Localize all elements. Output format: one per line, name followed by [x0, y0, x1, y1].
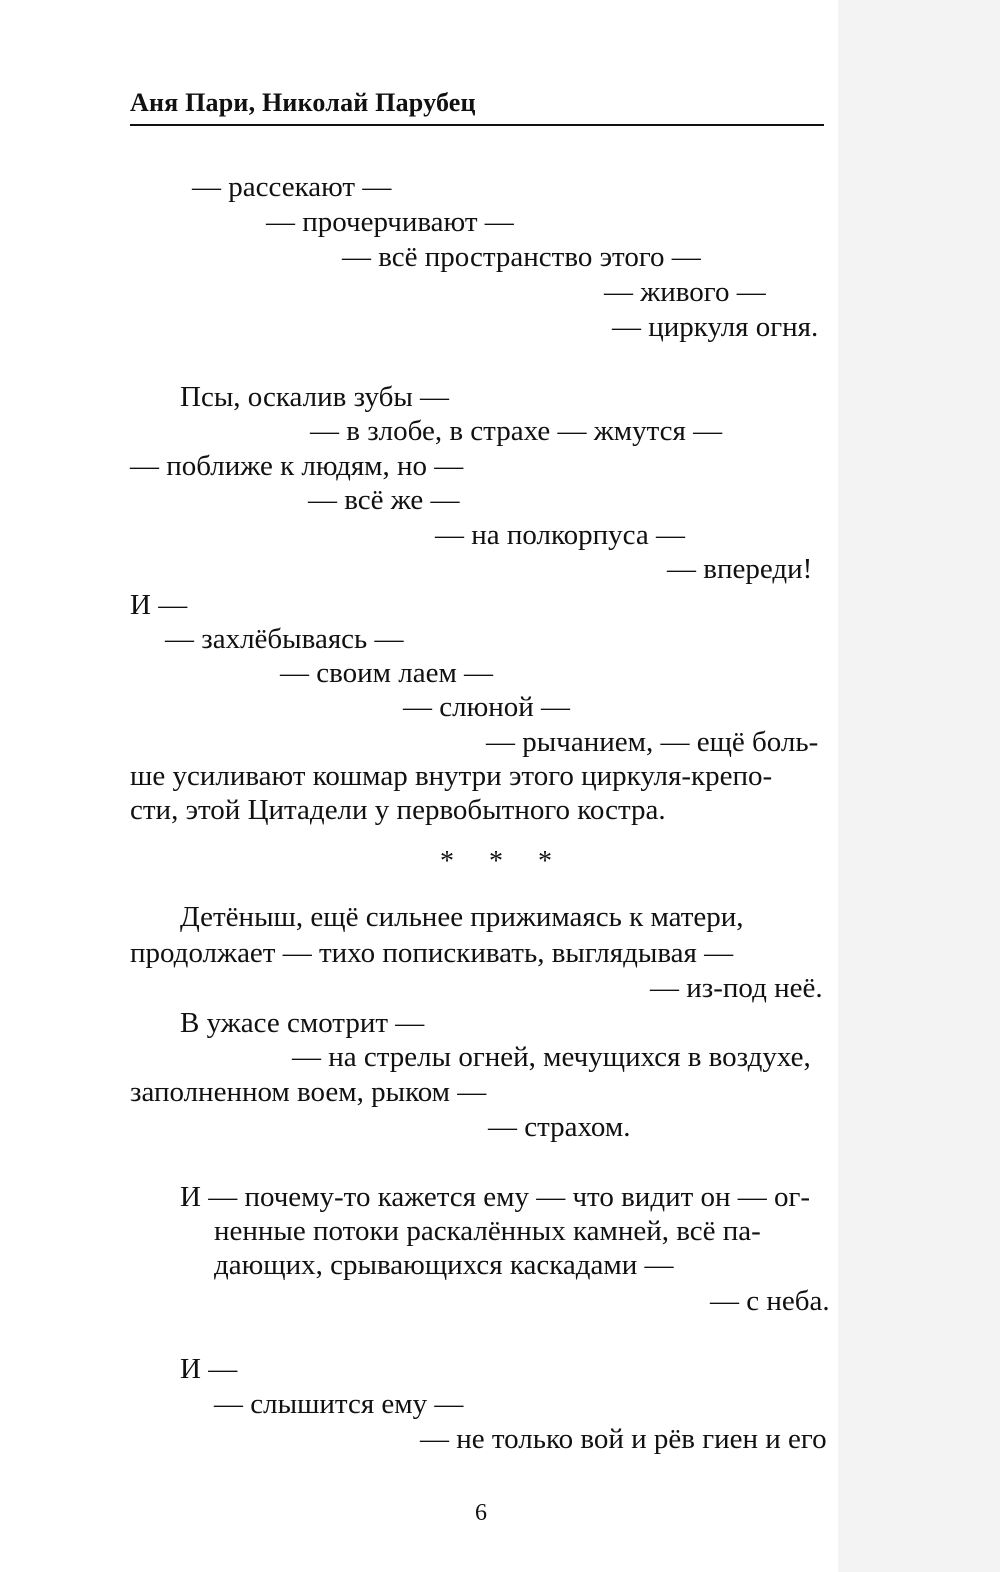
- text-line: ше усиливают кошмар внутри этого циркуля-крепо-: [130, 760, 773, 792]
- running-header: Аня Пари, Николай Парубец: [130, 88, 476, 117]
- text-line: дающих, срывающихся каскадами —: [214, 1249, 674, 1281]
- text-line: В ужасе смотрит —: [180, 1007, 425, 1039]
- section-separator: * * *: [440, 846, 566, 877]
- text-line: — циркуля огня.: [612, 311, 819, 343]
- text-line: — своим лаем —: [280, 657, 494, 689]
- text-line: — не только вой и рёв гиен и его: [420, 1423, 827, 1455]
- text-line: — из-под неё.: [650, 972, 823, 1004]
- text-line: ненные потоки раскалённых камней, всё па-: [214, 1215, 761, 1247]
- text-line: — всё пространство этого —: [342, 241, 701, 273]
- header-rule: [130, 124, 824, 126]
- text-line: Детёныш, ещё сильнее прижимаясь к матери,: [180, 901, 744, 933]
- text-line: И — почему-то кажется ему — что видит он — ог-: [180, 1181, 811, 1213]
- text-line: — захлёбываясь —: [165, 623, 404, 655]
- text-line: — с неба.: [710, 1285, 830, 1317]
- text-line: — слюной —: [403, 691, 571, 723]
- text-line: — на стрелы огней, мечущихся в воздухе,: [292, 1041, 811, 1073]
- page-gutter: [838, 0, 1000, 1572]
- text-line: — рычанием, — ещё боль-: [486, 726, 819, 758]
- text-line: заполненном воем, рыком —: [130, 1076, 487, 1108]
- text-line: продолжает — тихо попискивать, выглядывая —: [130, 937, 734, 969]
- text-line: — живого —: [604, 276, 766, 308]
- text-line: сти, этой Цитадели у первобытного костра.: [130, 794, 666, 826]
- text-line: — страхом.: [488, 1111, 631, 1143]
- text-line: — прочерчивают —: [266, 206, 514, 238]
- page-number: 6: [475, 1500, 487, 1526]
- text-line: — поближе к людям, но —: [130, 450, 464, 482]
- text-line: — всё же —: [308, 484, 460, 516]
- text-line: — на полкорпуса —: [435, 519, 685, 551]
- text-line: Псы, оскалив зубы —: [180, 381, 450, 413]
- text-line: И —: [130, 589, 188, 621]
- text-line: — в злобе, в страхе — жмутся —: [310, 415, 723, 447]
- text-line: — слышится ему —: [214, 1388, 464, 1420]
- text-line: — впереди!: [667, 553, 813, 585]
- text-line: И —: [180, 1353, 238, 1385]
- text-line: — рассекают —: [192, 171, 392, 203]
